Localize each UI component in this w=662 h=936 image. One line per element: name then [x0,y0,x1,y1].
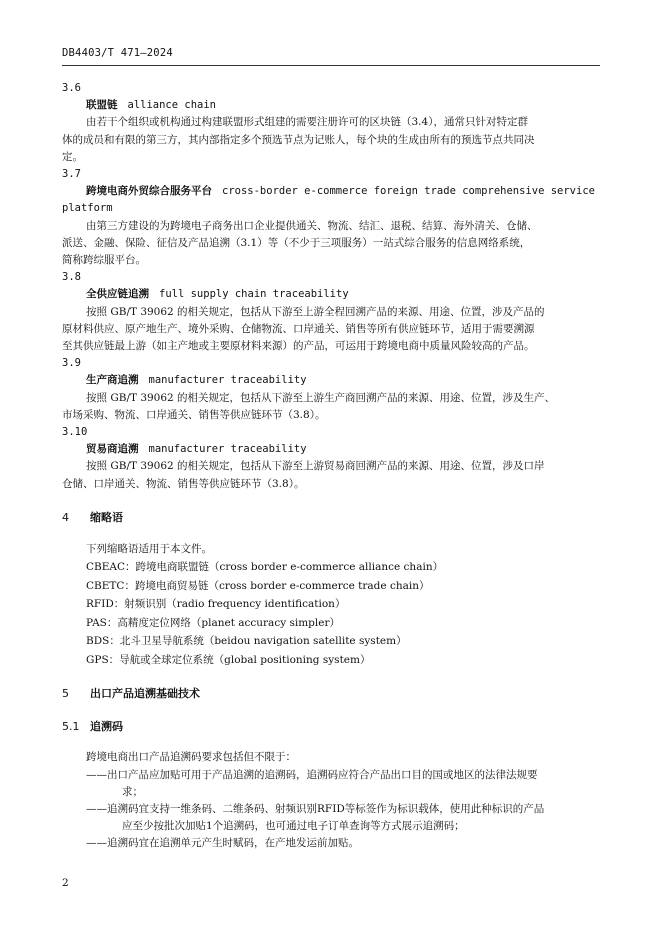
term-zh: 跨境电商外贸综合服务平台 [86,185,212,198]
subsection-heading [62,718,590,735]
abbreviation-item: CBEAC：跨境电商联盟链（cross border e-commerce alliance chain） [86,561,444,574]
term-heading [62,183,595,200]
term-en-continued: platform [62,202,113,215]
subsection-number: 5.1 [62,720,80,734]
requirement-line: 应至少按批次加贴1个追溯码，也可通过电子订单查询等方式展示追溯码； [122,820,465,833]
document-header-code: DB4403/T 471—2024 [62,47,173,59]
requirement-intro: 跨境电商出口产品追溯码要求包括但不限于： [86,751,296,764]
requirement-item [62,801,590,835]
term-zh: 联盟链 [86,99,118,112]
definition-line: 定。 [62,150,83,163]
clause-number: 3.10 [62,426,88,439]
term-en: manufacturer traceability [148,443,307,456]
definition-line: 按照 GB/T 39062 的相关规定，包括从下游至上游生产商回溯产品的来源、用途、位置，涉及生产、 [86,391,556,404]
abbreviation-item: GPS：导航或全球定位系统（global positioning system） [86,653,371,666]
term-en: manufacturer traceability [148,374,307,387]
definition-line: 市场采购、物流、口岸通关、销售等供应链环节（3.8）。 [62,408,326,421]
section-number: 5 [62,686,69,700]
page-number: 2 [62,877,69,889]
requirement-item [62,767,590,801]
definition-line: 至其供应链最上游（如主产地或主要原材料来源）的产品，可运用于跨境电商中质量风险较高的产品。 [62,340,535,353]
header-divider [62,65,600,66]
definition-line: 原材料供应、原产地生产、境外采购、仓储物流、口岸通关、销售等所有供应链环节，适用于需要溯源 [62,322,535,335]
term-heading [62,372,590,389]
definition-line: 派送、金融、保险、征信及产品追溯（3.1）等（不少于三项服务）一站式综合服务的信息网络系统， [62,236,531,249]
abbreviation-item: RFID：射频识别（radio frequency identification） [86,598,346,611]
section-number: 4 [62,510,69,524]
section-heading [62,509,590,526]
clause-number: 3.8 [62,271,81,284]
requirement-line: ——出口产品应加贴可用于产品追溯的追溯码，追溯码应符合产品出口目的国或地区的法律法规要 [86,768,538,781]
clause-number: 3.6 [62,82,81,94]
term-heading [62,97,590,114]
term-heading [62,286,590,303]
term-en: alliance chain [127,99,217,112]
requirement-line: ——追溯码宜支持一维条码、二维条码、射频识别RFID等标签作为标识载体，使用此种标识的产品 [86,802,545,815]
definition-line: 按照 GB/T 39062 的相关规定，包括从下游至上游贸易商回溯产品的来源、用途、位置，涉及口岸 [86,460,545,473]
definition-line: 由第三方建设的为跨境电子商务出口企业提供通关、物流、结汇、退税、结算、海外清关、仓储、 [86,219,538,232]
document-body [62,80,595,853]
clause-number: 3.7 [62,168,81,181]
requirement-line: 求； [122,785,143,798]
term-zh: 贸易商追溯 [86,443,139,456]
abbreviation-item: BDS：北斗卫星导航系统（beidou navigation satellite system） [86,635,407,648]
definition-line: 按照 GB/T 39062 的相关规定，包括从下游至上游全程回溯产品的来源、用途、位置，涉及产品的 [86,305,545,318]
section-title: 缩略语 [90,510,123,524]
term-en: full supply chain traceability [159,288,349,301]
definition-line: 由若干个组织或机构通过构建联盟形式组建的需要注册许可的区块链（3.4），通常只针对特定群 [86,116,528,129]
definition-line: 体的成员和有限的第三方，其内部指定多个预选节点为记账人，每个块的生成由所有的预选节点共同决 [62,133,535,146]
term-zh: 生产商追溯 [86,374,139,387]
clause-number: 3.9 [62,357,81,370]
abbreviation-intro: 下列缩略语适用于本文件。 [86,543,212,556]
term-heading [62,441,590,458]
abbreviation-item: CBETC：跨境电商贸易链（cross border e-commerce trade chain） [86,579,430,592]
requirement-line: ——追溯码宜在追溯单元产生时赋码，在产地发运前加贴。 [86,837,359,850]
definition-line: 仓储、口岸通关、物流、销售等供应链环节（3.8）。 [62,477,305,490]
requirement-item [62,835,590,852]
section-heading [62,685,590,702]
term-en: cross-border e-commerce foreign trade comprehensive service [222,185,595,198]
subsection-title: 追溯码 [90,720,123,734]
abbreviation-item: PAS：高精度定位网络（planet accuracy simpler） [86,616,340,629]
term-zh: 全供应链追溯 [86,288,149,301]
definition-line: 简称跨综服平台。 [62,254,146,267]
section-title: 出口产品追溯基础技术 [90,686,200,700]
